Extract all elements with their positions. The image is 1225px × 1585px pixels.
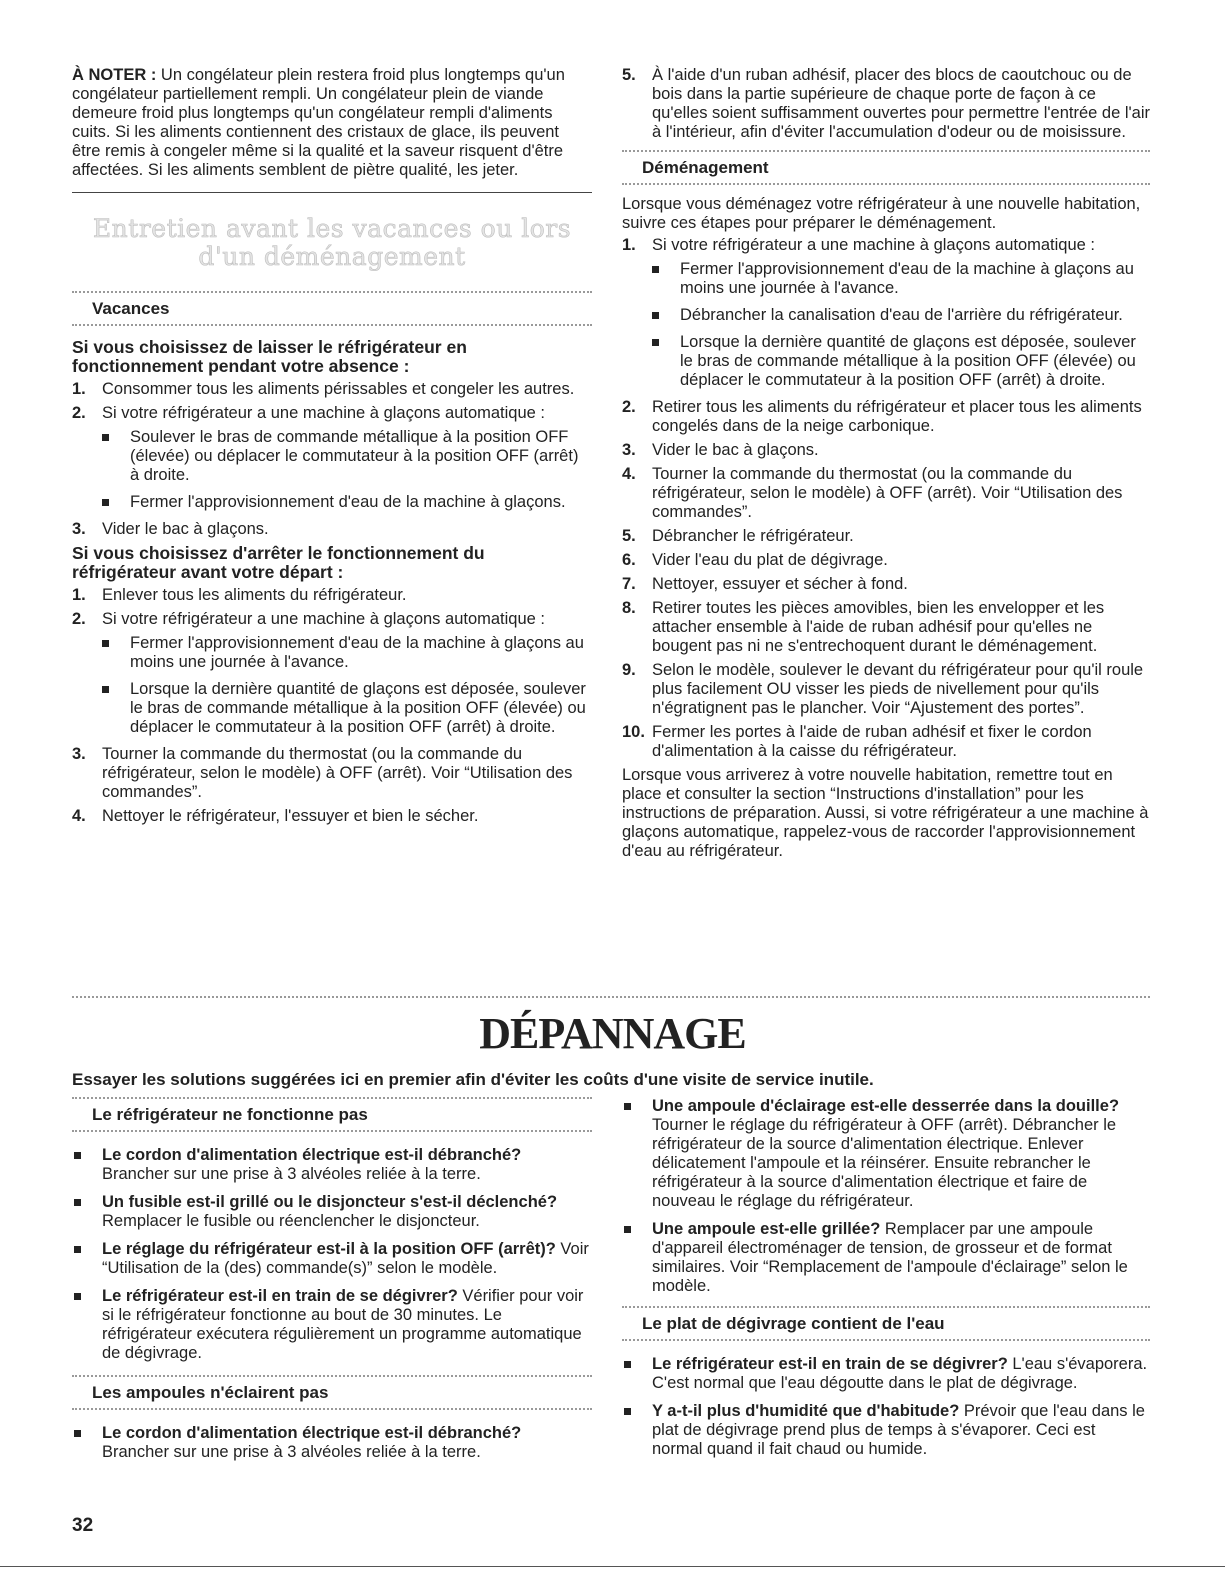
list-item: 10. Fermer les portes à l'aide de ruban adhésif et fixer le cordon d'alimentation à la caisse du réfrigérateur.: [622, 723, 1092, 760]
vacances-list-2-continued: [622, 66, 1150, 142]
list-item: Le réglage du réfrigérateur est-il à la position OFF (arrêt)? Voir “Utilisation de la (des) commande(s)” selon le modèle.: [72, 1240, 592, 1278]
care-title-line2: d'un déménagement: [198, 242, 466, 271]
vacances-bullets-1: [72, 428, 592, 512]
list-item: 5. À l'aide d'un ruban adhésif, placer des blocs de caoutchouc ou de bois dans la partie supérieure de chaque porte de façon à ce qu'elles soient suffisamment ouvertes pour permettre l'entrée de l'air à l'intérieur, afin d'éviter l'accumulation d'odeur ou de moisissure.: [622, 66, 1150, 141]
bulbs-list: [72, 1424, 592, 1462]
list-item: 2. Si votre réfrigérateur a une machine à glaçons automatique :: [72, 404, 546, 422]
vacances-list-2: [72, 586, 592, 629]
left-column-bottom: [72, 1097, 592, 1471]
list-item: Le réfrigérateur est-il en train de se dégivrer? Vérifier pour voir si le réfrigérateur fonctionne au bout de 30 minutes. Le réfrigérateur exécutera régulièrement un programme automatique de dégivrage.: [72, 1287, 592, 1363]
moving-step-1: [622, 236, 1150, 255]
list-item: Le réfrigérateur est-il en train de se dégivrer? L'eau s'évaporera. C'est normal que l'eau dégoutte dans le plat de dégivrage.: [622, 1355, 1150, 1393]
list-item: 1. Enlever tous les aliments du réfrigérateur.: [72, 586, 407, 604]
bullet-item: Fermer l'approvisionnement d'eau de la machine à glaçons.: [72, 493, 592, 512]
list-item: 8. Retirer toutes les pièces amovibles, bien les envelopper et les attacher ensemble à l'aide de ruban adhésif pour qu'elles ne bougent pas ni ne s'entrechoquent durant le déménagement.: [622, 599, 1105, 655]
list-item: 3. Tourner la commande du thermostat (ou la commande du réfrigérateur, selon le modèle) à OFF (arrêt). Voir “Utilisation des commandes”.: [72, 745, 573, 801]
list-item: Le cordon d'alimentation électrique est-il débranché? Brancher sur une prise à 3 alvéoles reliée à la terre.: [72, 1146, 592, 1184]
list-item: 2. Si votre réfrigérateur a une machine à glaçons automatique :: [72, 610, 546, 628]
list-item: Un fusible est-il grillé ou le disjoncteur s'est-il déclenché? Remplacer le fusible ou réenclencher le disjoncteur.: [72, 1193, 592, 1231]
page-bottom-rule: [0, 1566, 1225, 1567]
list-item: Une ampoule est-elle grillée? Remplacer par une ampoule d'appareil électroménager de tension, de grosseur et de format similaires. Voir “Remplacement de l'ampoule d'éclairage” selon le modèle.: [622, 1220, 1150, 1296]
left-column-top: [72, 66, 592, 831]
care-section-title: [72, 215, 592, 271]
water-list: [622, 1355, 1150, 1459]
list-item: 3. Vider le bac à glaçons.: [622, 441, 819, 459]
note-paragraph: [72, 66, 592, 180]
note-text: Un congélateur plein restera froid plus longtemps qu'un congélateur partiellement rempli. Un congélateur plein de viande demeure froid plus longtemps qu'un congélateur rempli d'aliments cuits. Si les aliments contiennent des cristaux de glace, ils peuvent être remis à congeler même si la qualité et la saveur risquent d'être affectées. Si les aliments semblent de piètre qualité, les jeter.: [72, 66, 565, 179]
moving-heading: Déménagement: [642, 158, 769, 177]
dotted-rule: [622, 183, 1150, 185]
care-title-line1: Entretien avant les vacances ou lors: [92, 214, 572, 243]
bullet-item: Débrancher la canalisation d'eau de l'arrière du réfrigérateur.: [622, 306, 1150, 325]
vacances-list-2-end: [72, 745, 592, 826]
page-number: 32: [72, 1515, 94, 1536]
right-column-top: [622, 66, 1150, 861]
vacances-heading: Vacances: [92, 299, 170, 318]
list-item: 1. Si votre réfrigérateur a une machine à glaçons automatique :: [622, 236, 1096, 254]
list-item: 1. Consommer tous les aliments périssables et congeler les autres.: [72, 380, 575, 398]
vacances-bullets-2: [72, 634, 592, 737]
dotted-rule: [72, 1408, 592, 1410]
bulbs-list-continued: [622, 1097, 1150, 1296]
troubleshooting-title: DÉPANNAGE: [479, 1009, 746, 1058]
list-item: Y a-t-il plus d'humidité que d'habitude? Prévoir que l'eau dans le plat de dégivrage prend plus de temps à s'évaporer. Ceci est normal quand il fait chaud ou humide.: [622, 1402, 1150, 1459]
dotted-rule: [622, 1339, 1150, 1341]
bulbs-heading: Les ampoules n'éclairent pas: [92, 1383, 329, 1402]
not-running-list: [72, 1146, 592, 1363]
bullet-item: Lorsque la dernière quantité de glaçons est déposée, soulever le bras de commande métallique à la position OFF (élevée) ou déplacer le commutateur à la position OFF (arrêt) à droite.: [72, 680, 592, 737]
list-item: 2. Retirer tous les aliments du réfrigérateur et placer tous les aliments congelés dans de la neige carbonique.: [622, 398, 1142, 435]
vacances-subheading-2: Si vous choisissez d'arrêter le fonctionnement du réfrigérateur avant votre départ :: [72, 543, 485, 582]
bullet-item: Fermer l'approvisionnement d'eau de la machine à glaçons au moins une journée à l'avance.: [622, 260, 1150, 298]
list-item: 4. Tourner la commande du thermostat (ou la commande du réfrigérateur, selon le modèle) à OFF (arrêt). Voir “Utilisation des commandes”.: [622, 465, 1123, 521]
troubleshooting-tagline: Essayer les solutions suggérées ici en premier afin d'éviter les coûts d'une visite de service inutile.: [72, 1070, 874, 1089]
list-item: 3. Vider le bac à glaçons.: [72, 520, 269, 538]
bullet-item: Fermer l'approvisionnement d'eau de la machine à glaçons au moins une journée à l'avance.: [72, 634, 592, 672]
list-item: 7. Nettoyer, essuyer et sécher à fond.: [622, 575, 908, 593]
vacances-subheading-1: Si vous choisissez de laisser le réfrigérateur en fonctionnement pendant votre absence :: [72, 337, 467, 376]
bullet-item: Soulever le bras de commande métallique à la position OFF (élevée) ou déplacer le commutateur à la position OFF (arrêt) à droite.: [72, 428, 592, 485]
moving-steps: [622, 398, 1150, 761]
divider: [72, 192, 592, 193]
list-item: Une ampoule d'éclairage est-elle desserrée dans la douille? Tourner le réglage du réfrigérateur à OFF (arrêt). Débrancher le réfrigérateur de la source d'alimentation électrique. Enlever délicatement l'ampoule et la réinsérer. Ensuite rebrancher le réfrigérateur à la source d'alimentation électrique et faire de nouveau le réglage du réfrigérateur.: [622, 1097, 1150, 1211]
list-item: Le cordon d'alimentation électrique est-il débranché? Brancher sur une prise à 3 alvéoles reliée à la terre.: [72, 1424, 592, 1462]
vacances-list-1-end: [72, 520, 592, 539]
vacances-list-1: [72, 380, 592, 423]
right-column-bottom: [622, 1097, 1150, 1468]
dotted-rule: [72, 324, 592, 326]
moving-intro: Lorsque vous déménagez votre réfrigérateur à une nouvelle habitation, suivre ces étapes pour préparer le déménagement.: [622, 195, 1141, 232]
list-item: 5. Débrancher le réfrigérateur.: [622, 527, 854, 545]
dotted-rule: [72, 1130, 592, 1132]
list-item: 6. Vider l'eau du plat de dégivrage.: [622, 551, 888, 569]
moving-bullets: [622, 260, 1150, 390]
bullet-item: Lorsque la dernière quantité de glaçons est déposée, soulever le bras de commande métallique à la position OFF (élevée) ou déplacer le commutateur à la position OFF (arrêt) à droite.: [622, 333, 1150, 390]
note-label: À NOTER :: [72, 66, 157, 84]
not-running-heading: Le réfrigérateur ne fonctionne pas: [92, 1105, 368, 1124]
moving-closing: Lorsque vous arriverez à votre nouvelle habitation, remettre tout en place et consulter la section “Instructions d'installation” pour les instructions de préparation. Aussi, si votre réfrigérateur a une machine à glaçons automatique, rappelez-vous de raccorder l'approvisionnement d'eau au réfrigérateur.: [622, 766, 1149, 860]
list-item: 4. Nettoyer le réfrigérateur, l'essuyer et bien le sécher.: [72, 807, 479, 825]
water-heading: Le plat de dégivrage contient de l'eau: [642, 1314, 945, 1333]
dotted-rule: [72, 996, 1150, 998]
list-item: 9. Selon le modèle, soulever le devant du réfrigérateur pour qu'il roule plus facilement OU visser les pieds de nivellement pour qu'ils n'égratignent pas le plancher. Voir “Ajustement des portes”.: [622, 661, 1144, 717]
